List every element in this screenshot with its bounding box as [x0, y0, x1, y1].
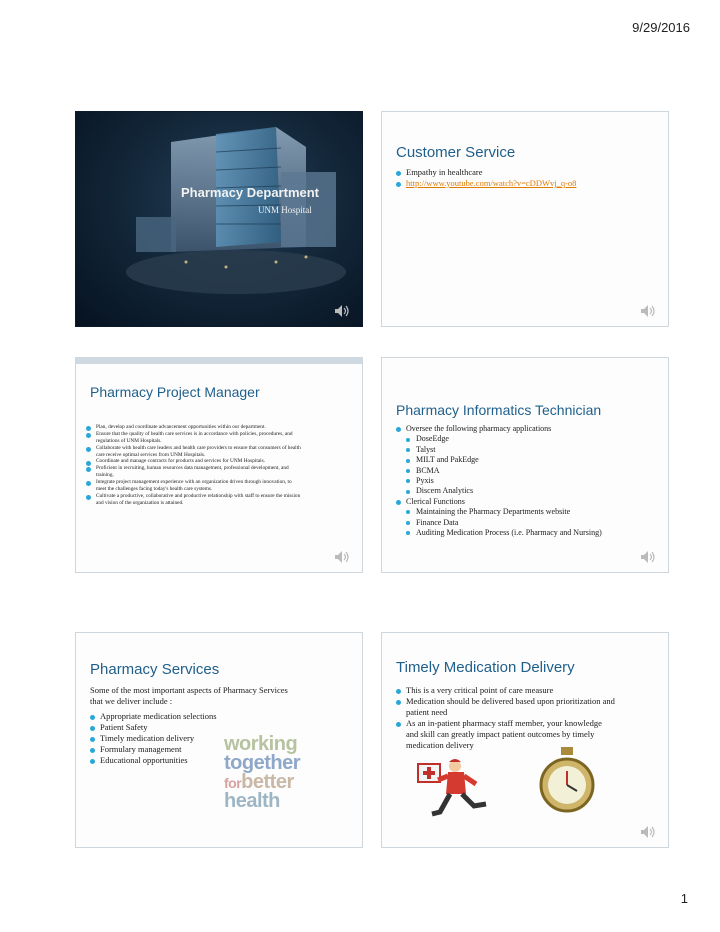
sub-bullet-item: MILT and PakEdge	[406, 455, 656, 465]
delivery-man-icon	[410, 756, 502, 828]
slide-pharmacy-project-manager	[75, 357, 363, 573]
art-word: health	[224, 790, 280, 812]
bullet-item: This is a very critical point of care measure	[396, 685, 616, 696]
speaker-icon[interactable]	[640, 304, 656, 318]
bullet-item: Collaborate with health care leaders and health care providers to ensure that consumers of health care receive optimal services from UNM Hospitals.	[86, 445, 301, 459]
art-word: better	[241, 771, 294, 793]
youtube-link[interactable]: http://www.youtube.com/watch?v=cDDWvj_q-o8	[406, 178, 577, 189]
slide-title: Timely Medication Delivery	[396, 659, 575, 676]
bullet-item: Oversee the following pharmacy applications	[396, 424, 656, 434]
page-number: 1	[680, 891, 688, 906]
bullet-item: Cultivate a productive, collaborative and productive relationship with staff to ensure the mission and vision of the organization is attained.	[86, 493, 301, 507]
slide-title: Pharmacy Project Manager	[90, 384, 260, 400]
slide-title: Pharmacy Informatics Technician	[396, 402, 602, 418]
sub-bullet-item: DoseEdge	[406, 434, 656, 444]
slide-pharmacy-services	[75, 632, 363, 848]
bullet-item: Timely medication delivery	[90, 733, 217, 744]
bullet-item: Appropriate medication selections	[90, 711, 217, 722]
hospital-building-image	[76, 112, 363, 327]
sub-bullet-item: Auditing Medication Process (i.e. Pharmacy and Nursing)	[406, 528, 656, 538]
slide-title: Pharmacy Services	[90, 661, 220, 678]
sub-bullet-item: Discern Analytics	[406, 486, 656, 496]
art-word: for	[224, 775, 242, 791]
bullet-item: Empathy in healthcare	[396, 167, 576, 178]
sub-bullet-item: Finance Data	[406, 518, 656, 528]
sub-bullet-item: Maintaining the Pharmacy Departments website	[406, 507, 656, 517]
slide-pharmacy-department	[75, 111, 363, 327]
speaker-icon[interactable]	[334, 304, 350, 318]
slide-timely-medication-delivery	[381, 632, 669, 848]
bullet-item: Ensure that the quality of health care services is in accordance with policies, procedures, and regulations of UNM Hospitals.	[86, 431, 301, 445]
speaker-icon[interactable]	[334, 550, 350, 564]
slide-informatics-technician	[381, 357, 669, 573]
slide-title: Customer Service	[396, 144, 516, 161]
stopwatch-icon	[538, 745, 596, 821]
art-word: working	[224, 733, 298, 755]
slide-title: Pharmacy Department	[181, 185, 319, 200]
sub-bullet-item: Talyst	[406, 445, 656, 455]
bullet-item: Patient Safety	[90, 722, 217, 733]
sub-bullet-item: Pyxis	[406, 476, 656, 486]
working-together-art	[224, 733, 324, 812]
header-date: 9/29/2016	[632, 20, 690, 35]
bullet-item: Coordinate and manage contracts for products and services for UNM Hospitals.	[86, 458, 301, 465]
slide-subtitle: UNM Hospital	[258, 205, 312, 215]
art-word: together	[224, 752, 300, 774]
bullet-item: Formulary management	[90, 744, 217, 755]
speaker-icon[interactable]	[640, 825, 656, 839]
bullet-item: As an in-patient pharmacy staff member, your knowledge and skill can greatly impact patient outcomes by timely medication delivery	[396, 718, 616, 751]
bullet-item: Proficient in recruiting, human resources data management, professional development, and training.	[86, 465, 301, 479]
sub-bullet-item: BCMA	[406, 466, 656, 476]
bullet-item: Educational opportunities	[90, 755, 217, 766]
bullet-item: Integrate project management experience with an organization driven through innovation, to meet the challenges facing today's health care systems.	[86, 479, 301, 493]
slide-top-bar	[76, 358, 362, 364]
intro-text: Some of the most important aspects of Pharmacy Services that we deliver include :	[90, 685, 288, 707]
bullet-item: Medication should be delivered based upon prioritization and patient need	[396, 696, 616, 718]
slide-customer-service	[381, 111, 669, 327]
bullet-item: Clerical Functions	[396, 497, 656, 507]
bullet-item: Plan, develop and coordinate advancement opportunities within our department.	[86, 424, 301, 431]
speaker-icon[interactable]	[640, 550, 656, 564]
